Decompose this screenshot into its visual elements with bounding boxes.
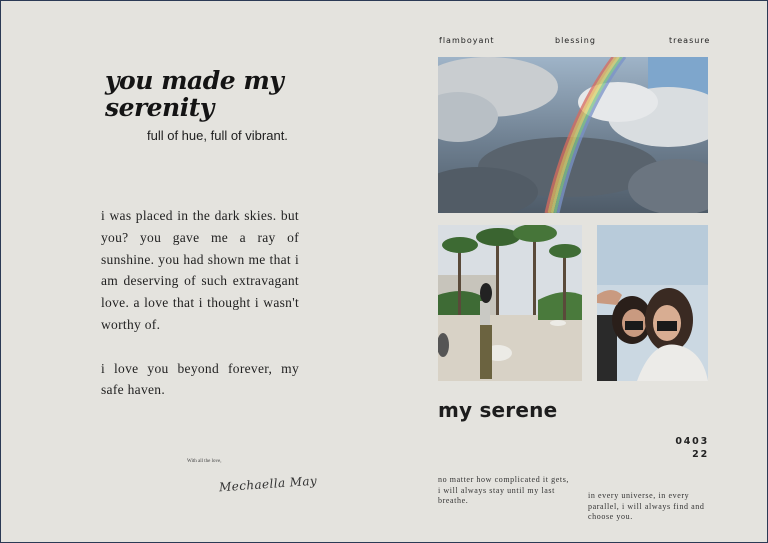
poem-paragraph: i was placed in the dark skies. but you? you gave me a ray of sunshine. you had shown me that i am deserving of such extravagant love. a love that i thought i wasn't worthy of.: [101, 208, 299, 332]
signoff: With all the love,: [187, 459, 222, 464]
top-word: treasure: [669, 36, 711, 45]
right-page: [385, 1, 767, 542]
headline: you made my serenity: [105, 66, 284, 122]
signature: Mechaella May: [218, 473, 318, 495]
note-left: no matter how complicated it gets, i will always stay until my last breathe.: [438, 475, 570, 505]
left-page: [1, 1, 385, 542]
poem-paragraph: i love you beyond forever, my safe haven.: [101, 360, 299, 398]
poem-text: [101, 205, 299, 423]
date-line: 0403: [675, 436, 709, 447]
note-right: in every universe, in every parallel, i will always find and choose you.: [588, 491, 705, 521]
beach-photo: [438, 225, 582, 381]
date-line: 22: [692, 449, 709, 460]
subhead: full of hue, full of vibrant.: [147, 128, 288, 143]
date-block: [675, 435, 709, 461]
top-word: flamboyant: [439, 36, 495, 45]
page-title: my serene: [438, 398, 558, 422]
top-word: blessing: [555, 36, 596, 45]
rainbow-sky-photo: [438, 57, 708, 213]
top-words: [439, 36, 709, 48]
selfie-photo: [597, 225, 708, 381]
